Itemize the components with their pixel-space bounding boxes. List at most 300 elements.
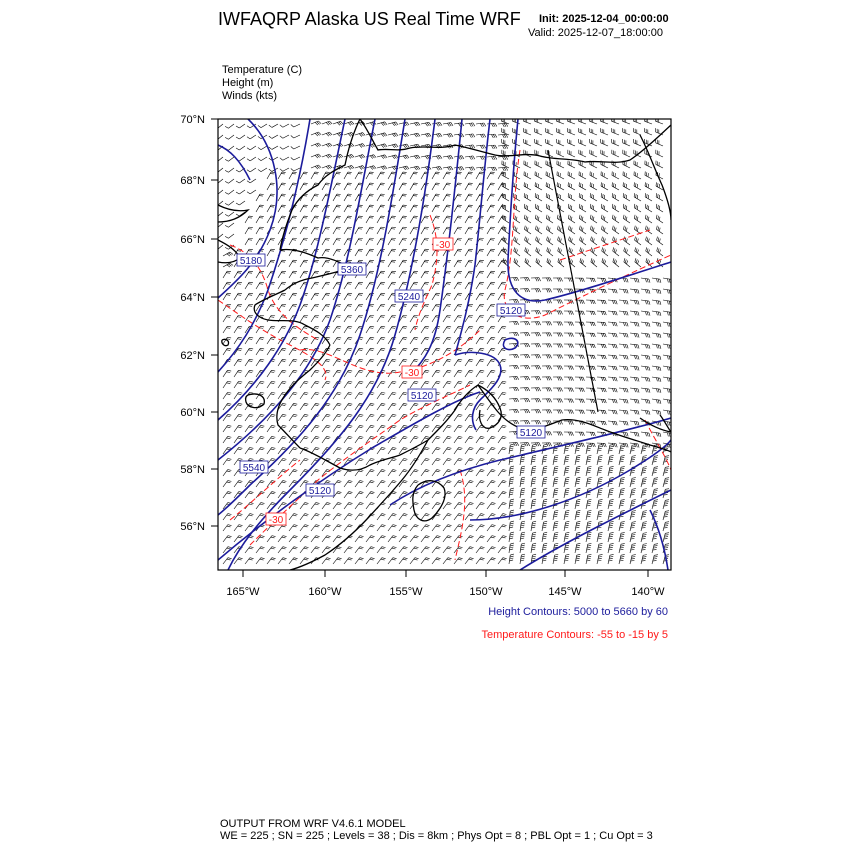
wind-barb-feather [643, 480, 647, 481]
wind-barb-feather [359, 238, 363, 239]
wind-barb [289, 194, 293, 201]
wind-barb [663, 300, 671, 301]
wind-barb-feather [605, 311, 606, 315]
wind-barb [278, 216, 282, 223]
wind-barb-feather [491, 293, 495, 294]
wind-barb-feather [392, 304, 396, 305]
wind-barb-feather [393, 403, 397, 404]
wind-barb-feather [337, 304, 341, 305]
wind-barb-feather [304, 249, 308, 250]
wind-barb-feather [543, 466, 547, 467]
wind-barb [228, 157, 234, 161]
wind-barb [498, 470, 503, 476]
wind-barb-feather [609, 448, 613, 449]
wind-barb-feather [437, 470, 441, 471]
wind-barb-feather [337, 427, 341, 428]
wind-barb [465, 238, 469, 245]
wind-barb-feather [625, 334, 626, 338]
wind-barb-feather [601, 204, 602, 208]
wind-barb-feather [645, 193, 646, 197]
wind-barb-feather [480, 471, 484, 472]
wind-barb-feather [636, 356, 637, 360]
wind-barb [333, 414, 338, 421]
wind-barb-feather [271, 392, 275, 393]
wind-barb-feather [227, 304, 231, 305]
wind-barb-feather [249, 271, 253, 272]
wind-barb [608, 355, 616, 356]
wind-barb-feather [550, 278, 552, 281]
wind-barb-feather [338, 447, 342, 448]
wind-barb-feather [337, 482, 341, 483]
wind-barb [300, 436, 305, 443]
wind-barb [476, 183, 480, 190]
wind-barb [421, 425, 426, 432]
wind-barb-feather [436, 123, 438, 126]
wind-barb-feather [404, 459, 408, 460]
wind-barb-feather [649, 345, 650, 349]
wind-barb [443, 481, 448, 487]
wind-barb [509, 420, 517, 421]
wind-barb-feather [336, 328, 340, 329]
wind-barb-feather [555, 466, 559, 467]
wind-barb-feather [546, 388, 548, 391]
wind-barb-feather [480, 249, 484, 250]
wind-barb-feather [436, 134, 438, 137]
wind-barb [498, 481, 503, 487]
wind-barb-feather [337, 405, 341, 406]
wind-barb-feather [271, 282, 275, 283]
wind-barb-feather [627, 356, 628, 360]
wind-barb [612, 154, 619, 157]
wind-barb [228, 190, 234, 194]
wind-barb-feather [577, 455, 581, 456]
wind-barb [333, 238, 337, 245]
wind-barb-feather [550, 366, 552, 369]
wind-barb-feather [437, 459, 441, 460]
wind-barb-feather [669, 378, 670, 382]
wind-barb-feather [513, 204, 514, 208]
wind-barb-feather [642, 481, 646, 482]
wind-barb-feather [359, 315, 363, 316]
wind-barb-feather [543, 490, 547, 491]
wind-barb-feather [490, 240, 494, 241]
wind-barb-feather [580, 237, 581, 241]
wind-barb [634, 121, 641, 124]
wind-barb-feather [479, 251, 483, 252]
wind-barb-feather [374, 166, 376, 169]
wind-barb-feather [325, 284, 329, 285]
wind-barb-feather [576, 448, 580, 449]
wind-barb-feather [491, 381, 495, 382]
wind-barb-feather [515, 259, 516, 263]
wind-barb-feather [603, 322, 604, 326]
wind-barb-feather [270, 251, 274, 252]
wind-barb-feather [468, 383, 472, 384]
wind-barb-feather [249, 304, 253, 305]
wind-barb-feather [347, 372, 351, 373]
wind-barb-feather [664, 472, 668, 473]
wind-barb-feather [380, 262, 384, 263]
wind-barb [568, 121, 575, 124]
wind-barb-feather [348, 315, 352, 316]
wind-barb-feather [407, 133, 409, 136]
wind-barb [322, 359, 326, 366]
wind-barb-feather [526, 410, 528, 413]
wind-barb-feather [314, 306, 318, 307]
wind-barb-feather [590, 366, 591, 370]
wind-barb-feather [402, 339, 406, 340]
wind-barb-feather [581, 227, 582, 231]
wind-barb-feather [414, 123, 416, 126]
wind-barb-feather [623, 193, 624, 197]
wind-barb-feather [526, 216, 527, 220]
wind-barb-feather [521, 444, 525, 445]
wind-barb-feather [259, 361, 263, 362]
wind-barb-feather [576, 459, 580, 460]
wind-barb-feather [549, 250, 550, 254]
wind-barb-feather [510, 459, 514, 460]
wind-barb-feather [440, 122, 442, 125]
wind-barb [663, 456, 665, 465]
wind-barb-feather [369, 262, 373, 263]
wind-barb-feather [259, 350, 263, 351]
wind-barb-feather [327, 459, 331, 460]
wind-barb-feather [581, 388, 582, 392]
wind-barb [524, 132, 531, 135]
wind-barb-feather [510, 490, 514, 491]
wind-barb-feather [337, 348, 341, 349]
wind-barb [575, 478, 577, 487]
wind-barb-feather [382, 403, 386, 404]
wind-barb [590, 143, 597, 146]
wind-barb-feather [559, 377, 561, 380]
wind-barb-feather [581, 248, 582, 252]
wind-barb-feather [225, 192, 228, 194]
wind-barb-feather [237, 317, 241, 318]
wind-barb-feather [480, 460, 484, 461]
wind-barb-feather [250, 492, 254, 493]
wind-barb [476, 348, 480, 355]
wind-barb-feather [667, 433, 668, 437]
wind-barb [355, 392, 359, 399]
wind-barb-feather [501, 372, 505, 373]
wind-barb-feather [592, 410, 593, 414]
wind-barb-feather [543, 481, 547, 482]
wind-barb [289, 459, 294, 465]
wind-barb-feather [369, 251, 373, 252]
wind-barb-feather [447, 394, 451, 395]
wind-barb-feather [598, 468, 602, 469]
wind-barb-feather [642, 492, 646, 493]
wind-barb-feather [535, 289, 537, 292]
wind-barb-feather [416, 156, 418, 159]
wind-barb-feather [425, 249, 429, 250]
wind-barb-feather [425, 337, 429, 338]
wind-barb [410, 381, 414, 388]
wind-barb-feather [660, 367, 661, 371]
wind-barb-feather [457, 284, 461, 285]
wind-barb [300, 337, 304, 344]
wind-barb [366, 403, 371, 410]
wind-barb-feather [447, 260, 451, 261]
wind-barb [509, 376, 517, 377]
wind-barb-feather [620, 494, 624, 495]
wind-barb [283, 168, 289, 171]
wind-barb-feather [337, 460, 341, 461]
wind-barb-feather [404, 481, 408, 482]
wind-barb-feather [524, 355, 526, 358]
wind-barb [311, 315, 315, 322]
wind-barb [267, 216, 271, 223]
wind-barb-feather [636, 301, 637, 305]
wind-barb-feather [358, 361, 362, 362]
wind-barb-feather [348, 381, 352, 382]
wind-barb-feather [383, 144, 385, 147]
wind-barb-feather [539, 311, 541, 314]
wind-barb-feather [560, 195, 561, 199]
wind-barb-feather [271, 438, 275, 439]
wind-barb-feather [587, 461, 591, 462]
wind-barb-feather [621, 446, 625, 447]
wind-barb-feather [528, 410, 530, 413]
wind-barb-feather [280, 125, 283, 127]
wind-barb-feather [627, 290, 628, 294]
wind-barb-feather [631, 448, 635, 449]
wind-barb-feather [371, 470, 375, 471]
wind-barb [250, 179, 256, 183]
wind-barb-feather [634, 226, 635, 230]
wind-barb-feather [642, 470, 646, 471]
wind-barb-feather [315, 271, 319, 272]
wind-barb-feather [370, 416, 374, 417]
wind-barb-feather [336, 240, 340, 241]
wind-barb-feather [637, 217, 638, 221]
wind-barb-feather [625, 433, 626, 437]
wind-barb [366, 492, 371, 498]
wind-barb-feather [587, 483, 591, 484]
wind-barb-feather [548, 216, 549, 220]
wind-barb [234, 459, 239, 465]
wind-barb-feather [605, 289, 606, 293]
wind-barb [289, 348, 293, 355]
wind-barb-feather [554, 461, 558, 462]
wind-barb-feather [436, 460, 440, 461]
wind-barb-feather [635, 247, 636, 251]
wind-barb-feather [260, 416, 264, 417]
wind-barb-feather [634, 388, 635, 392]
wind-barb-feather [517, 365, 519, 368]
wind-barb-feather [392, 381, 396, 382]
wind-barb-feather [304, 405, 308, 406]
wind-barb [333, 425, 338, 432]
wind-barb-feather [660, 301, 661, 305]
wind-barb-feather [568, 333, 569, 337]
wind-barb-feather [505, 228, 506, 232]
wind-barb-feather [314, 372, 318, 373]
wind-barb-feather [425, 271, 429, 272]
wind-barb-feather [613, 247, 614, 251]
wind-barb-feather [471, 156, 473, 159]
wind-barb [498, 326, 502, 333]
wind-barb-feather [480, 304, 484, 305]
wind-barb [289, 359, 293, 366]
wind-barb [575, 456, 577, 465]
wind-barb-feather [634, 421, 635, 425]
wind-barb [289, 392, 293, 399]
wind-barb-feather [502, 438, 506, 439]
wind-barb-feather [531, 472, 535, 473]
wind-barb [245, 425, 250, 432]
wind-barb-feather [623, 333, 624, 337]
wind-barb-feather [424, 383, 428, 384]
wind-barb [601, 164, 608, 168]
wind-barb-feather [601, 300, 602, 304]
wind-barb-feather [526, 194, 527, 198]
wind-barb-feather [535, 344, 537, 347]
wind-barb-feather [645, 389, 646, 393]
wind-barb [531, 467, 532, 476]
wind-barb-feather [238, 271, 242, 272]
wind-barb [261, 124, 267, 128]
wind-barb-feather [479, 306, 483, 307]
wind-barb-feather [532, 481, 536, 482]
wind-barb-feather [506, 167, 508, 170]
wind-barb-feather [542, 461, 546, 462]
wind-barb-feather [647, 378, 648, 382]
wind-barb-feather [370, 427, 374, 428]
wind-barb-feather [436, 381, 440, 382]
wind-barb-feather [349, 481, 353, 482]
wind-barb-feather [559, 410, 561, 413]
wind-barb [294, 124, 300, 127]
wind-barb [465, 282, 469, 289]
wind-barb-feather [281, 273, 285, 274]
wind-barb [311, 381, 315, 388]
wind-barb-feather [546, 366, 548, 369]
wind-barb [465, 436, 470, 443]
wind-barb-feather [226, 350, 230, 351]
wind-barb [278, 436, 283, 443]
wind-barb-feather [469, 381, 473, 382]
wind-barb [641, 300, 649, 301]
wind-barb-feather [403, 260, 407, 261]
wind-barb-feather [634, 215, 635, 219]
wind-barb [261, 168, 267, 172]
wind-barb-feather [590, 333, 591, 337]
wind-barb-feather [632, 480, 636, 481]
wind-barb-feather [638, 290, 639, 294]
wind-barb [421, 227, 425, 234]
wind-barb-feather [451, 156, 453, 159]
wind-barb-feather [338, 503, 342, 504]
wind-barb [333, 194, 337, 201]
wind-barb [283, 157, 289, 160]
wind-barb-feather [625, 345, 626, 349]
wind-barb [608, 456, 610, 465]
wind-barb [410, 326, 414, 333]
wind-barb-feather [435, 383, 439, 384]
wind-barb-feather [326, 271, 330, 272]
wind-barb [553, 456, 555, 465]
wind-barb-feather [248, 383, 252, 384]
wind-barb-feather [414, 449, 418, 450]
wind-barb-feather [338, 459, 342, 460]
wind-barb [641, 399, 649, 400]
wind-barb-feather [469, 370, 473, 371]
wind-barb-feather [647, 312, 648, 316]
wind-barb-feather [495, 134, 497, 137]
wind-barb-feather [576, 450, 580, 451]
wind-barb-feather [337, 238, 341, 239]
wind-barb [498, 381, 502, 388]
wind-barb-feather [407, 166, 409, 169]
wind-barb [388, 414, 393, 421]
wind-barb [630, 377, 638, 378]
wind-barb-feather [524, 421, 526, 424]
wind-barb [487, 238, 491, 245]
wind-barb-feather [371, 492, 375, 493]
wind-barb [557, 121, 564, 124]
wind-barb-feather [403, 427, 407, 428]
wind-barb-feather [550, 344, 552, 347]
wind-barb [410, 315, 414, 322]
wind-barb-feather [527, 239, 528, 243]
wind-barb [289, 470, 294, 476]
wind-barb-feather [446, 273, 450, 274]
wind-barb-feather [576, 457, 580, 458]
wind-barb-feather [550, 377, 552, 380]
wind-barb-feather [305, 414, 309, 415]
wind-barb-feather [646, 237, 647, 241]
wind-barb-feather [570, 194, 571, 198]
wind-barb-feather [653, 483, 657, 484]
wind-barb-feather [236, 192, 239, 194]
wind-barb-feather [543, 468, 547, 469]
wind-barb-feather [491, 416, 495, 417]
wind-barb-feather [588, 455, 592, 456]
wind-barb-feather [634, 322, 635, 326]
wind-barb-feather [568, 226, 569, 230]
wind-barb-feather [645, 279, 646, 283]
wind-barb [344, 315, 348, 322]
wind-barb-feather [446, 372, 450, 373]
wind-barb [652, 432, 660, 433]
wind-barb-feather [526, 322, 528, 325]
wind-barb-feather [592, 432, 593, 436]
wind-barb-feather [214, 182, 217, 184]
wind-barb [399, 282, 403, 289]
wind-barb-feather [548, 333, 550, 336]
wind-barb-feather [435, 372, 439, 373]
wind-barb-feather [658, 422, 659, 426]
wind-barb-feather [502, 337, 506, 338]
wind-barb [289, 370, 293, 377]
wind-barb-feather [537, 322, 539, 325]
wind-barb [388, 260, 392, 267]
wind-barb-feather [370, 381, 374, 382]
wind-barb-feather [603, 227, 604, 231]
wind-barb [630, 489, 632, 498]
wind-barb-feather [261, 492, 265, 493]
wind-barb-feather [482, 156, 484, 159]
wind-barb-feather [460, 167, 462, 170]
wind-barb-feather [372, 144, 374, 147]
wind-barb-feather [371, 403, 375, 404]
wind-barb-feather [484, 145, 486, 148]
wind-barb [597, 467, 599, 476]
wind-barb-feather [468, 306, 472, 307]
wind-barb-feather [634, 410, 635, 414]
